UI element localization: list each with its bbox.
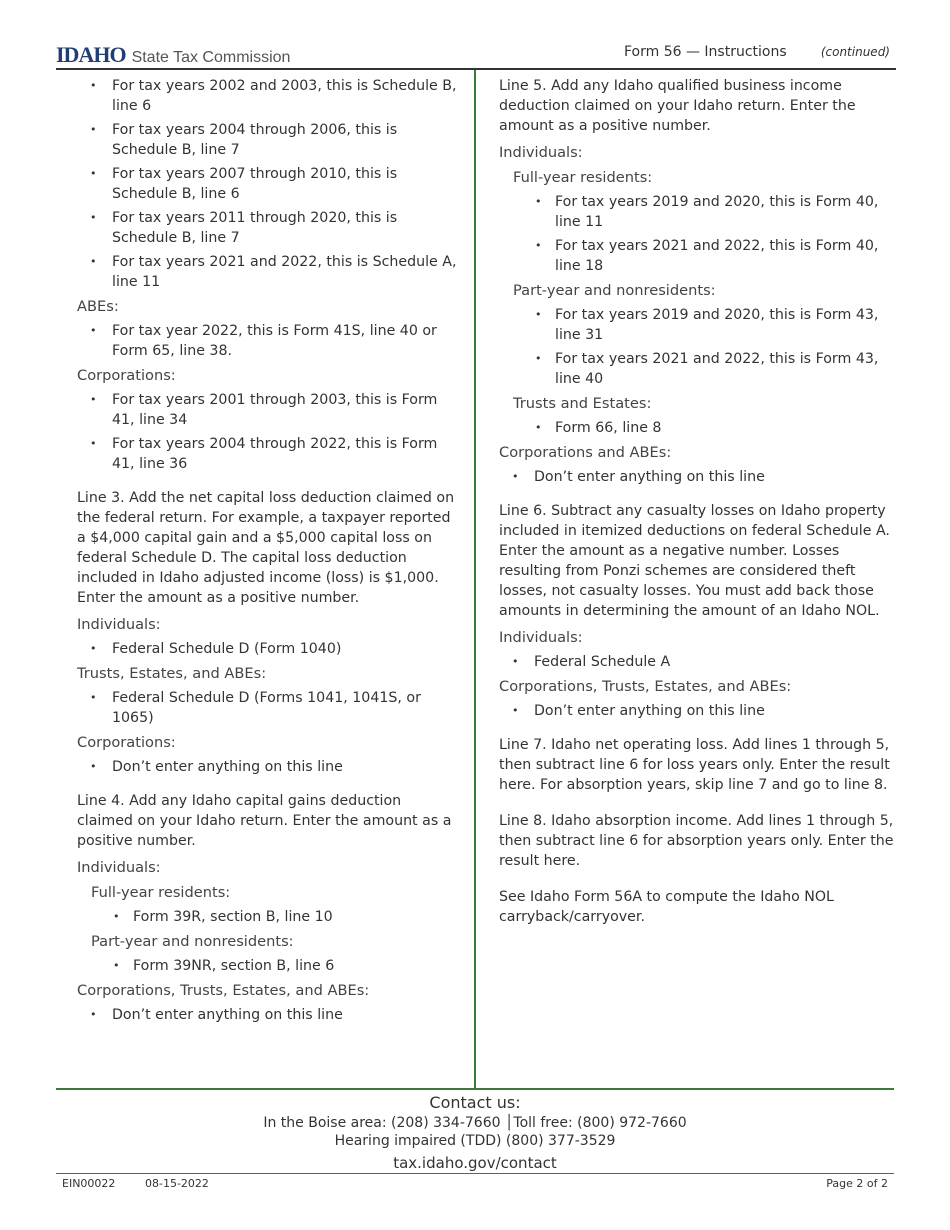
corporations-heading: Corporations: [77,367,176,384]
idaho-logo [56,42,290,68]
line-7-text: Add lines 1 through 5, then subtract line 6 for loss years only. Enter the result here. For absorption years, skip line 7 and go to line 8. [499,737,890,793]
line-6-corporations-list [499,701,899,721]
line-3-corporations-heading: Corporations: [77,734,176,751]
form-code: EIN00022 [62,1177,116,1190]
page-header [56,40,896,70]
list-item: • Don’t enter anything on this line [499,701,899,721]
list-item: • Federal Schedule A [499,652,899,672]
schedule-list [77,76,457,292]
line-6-text: Subtract any casualty losses on Idaho property included in itemized deductions on federal Schedule A. Enter the amount as a negative number. Losses resulting from Ponzi schemes are considered theft losses, not casualty losses. You must add back those amounts in determining the amount of an Idaho NOL. [499,503,890,619]
line-4-part-year-heading: Part-year and nonresidents: [91,933,294,950]
list-item: • For tax years 2002 and 2003, this is Schedule B, line 6 [77,76,457,116]
line-5-individuals-heading: Individuals: [499,144,583,161]
contact-phone-line: In the Boise area: (208) 334-7660 │Toll free: (800) 972-7660 [263,1115,687,1131]
line-5-text: Add any Idaho qualified business income deduction claimed on your Idaho return. Enter the amount as a positive number. [499,78,856,134]
list-item: • Form 39R, section B, line 10 [77,907,457,927]
line-4-part-year-list [77,956,457,976]
line-5-corporations-heading: Corporations and ABEs: [499,444,672,461]
see-form-56a-note: See Idaho Form 56A to compute the Idaho NOL carryback/carryover. [499,889,834,925]
line-6-corporations-heading: Corporations, Trusts, Estates, and ABEs: [499,678,792,695]
form-title: Form 56 — Instructions [624,44,787,60]
list-item: • For tax years 2007 through 2010, this is Schedule B, line 6 [77,164,457,204]
list-item: • Don’t enter anything on this line [77,1005,457,1025]
line-3-label: Line 3. [77,490,125,506]
line-4-corporations-list [77,1005,457,1025]
line-6-individuals-heading: Individuals: [499,629,583,646]
line-5-paragraph [499,76,899,136]
list-item: • For tax years 2021 and 2022, this is Form 40, line 18 [499,236,899,276]
column-divider [474,70,476,1089]
line-4-full-year-heading: Full-year residents: [91,884,231,901]
line-6-label: Line 6. [499,503,547,519]
form-date: 08-15-2022 [145,1177,209,1190]
line-7-label: Line 7. Idaho net operating loss. [499,737,728,753]
line-5-full-year-list [499,192,899,276]
line-4-label: Line 4. [77,793,125,809]
line-5-part-year-heading: Part-year and nonresidents: [513,282,716,299]
right-column [499,76,899,933]
line-8-label: Line 8. Idaho absorption income. [499,813,732,829]
abes-list [77,321,457,361]
agency-name: State Tax Commission [131,49,291,66]
line-5-full-year-heading: Full-year residents: [513,169,653,186]
list-item: • Don’t enter anything on this line [499,467,899,487]
list-item: • For tax years 2001 through 2003, this is Form 41, line 34 [77,390,457,430]
line-3-individuals-heading: Individuals: [77,616,161,633]
list-item: • For tax years 2021 and 2022, this is Schedule A, line 11 [77,252,457,292]
line-6-paragraph [499,501,899,621]
list-item: • Federal Schedule D (Form 1040) [77,639,457,659]
contact-footer [0,1090,950,1174]
list-item: • Federal Schedule D (Forms 1041, 1041S, or 1065) [77,688,457,728]
line-4-text: Add any Idaho capital gains deduction claimed on your Idaho return. Enter the amount as a positive number. [77,793,452,849]
list-item: • For tax years 2021 and 2022, this is Form 43, line 40 [499,349,899,389]
contact-heading: Contact us: [429,1093,521,1112]
left-column [77,76,457,1029]
line-3-paragraph [77,488,457,608]
line-5-corporations-list [499,467,899,487]
line-8-paragraph [499,811,899,871]
page-number: Page 2 of 2 [826,1177,888,1190]
line-4-individuals-heading: Individuals: [77,859,161,876]
line-4-paragraph [77,791,457,851]
line-4-corporations-heading: Corporations, Trusts, Estates, and ABEs: [77,982,370,999]
list-item: • Form 66, line 8 [499,418,899,438]
line-5-trusts-heading: Trusts and Estates: [513,395,652,412]
line-5-trusts-list [499,418,899,438]
logo-mark: IDAHO [56,42,126,67]
line-3-trusts-list [77,688,457,728]
line-3-trusts-heading: Trusts, Estates, and ABEs: [77,665,267,682]
footer-rule-bottom [56,1173,894,1174]
header-rule [56,68,896,70]
line-4-full-year-list [77,907,457,927]
continued-label: (continued) [820,45,890,59]
list-item: • For tax years 2011 through 2020, this is Schedule B, line 7 [77,208,457,248]
list-item: • For tax years 2019 and 2020, this is Form 40, line 11 [499,192,899,232]
list-item: • For tax years 2019 and 2020, this is Form 43, line 31 [499,305,899,345]
corporations-list [77,390,457,474]
contact-tdd-line: Hearing impaired (TDD) (800) 377-3529 [334,1133,616,1149]
list-item: • For tax years 2004 through 2006, this is Schedule B, line 7 [77,120,457,160]
line-5-part-year-list [499,305,899,389]
abes-heading: ABEs: [77,298,119,315]
line-3-corporations-list [77,757,457,777]
list-item: • Don’t enter anything on this line [77,757,457,777]
line-8-text: Add lines 1 through 5, then subtract line 6 for absorption years only. Enter the result here. [499,813,894,869]
line-6-individuals-list [499,652,899,672]
list-item: • For tax year 2022, this is Form 41S, line 40 or Form 65, line 38. [77,321,457,361]
line-7-paragraph [499,735,899,795]
contact-url-link[interactable]: tax.idaho.gov/contact [393,1154,557,1172]
list-item: • Form 39NR, section B, line 6 [77,956,457,976]
line-3-text: Add the net capital loss deduction claimed on the federal return. For example, a taxpayer reported a $4,000 capital gain and a $5,000 capital loss on federal Schedule D. The capital loss deduction included in Idaho adjusted income (loss) is $1,000. Enter the amount as a positive number. [77,490,455,606]
line-5-label: Line 5. [499,78,547,94]
list-item: • For tax years 2004 through 2022, this is Form 41, line 36 [77,434,457,474]
line-3-individuals-list [77,639,457,659]
